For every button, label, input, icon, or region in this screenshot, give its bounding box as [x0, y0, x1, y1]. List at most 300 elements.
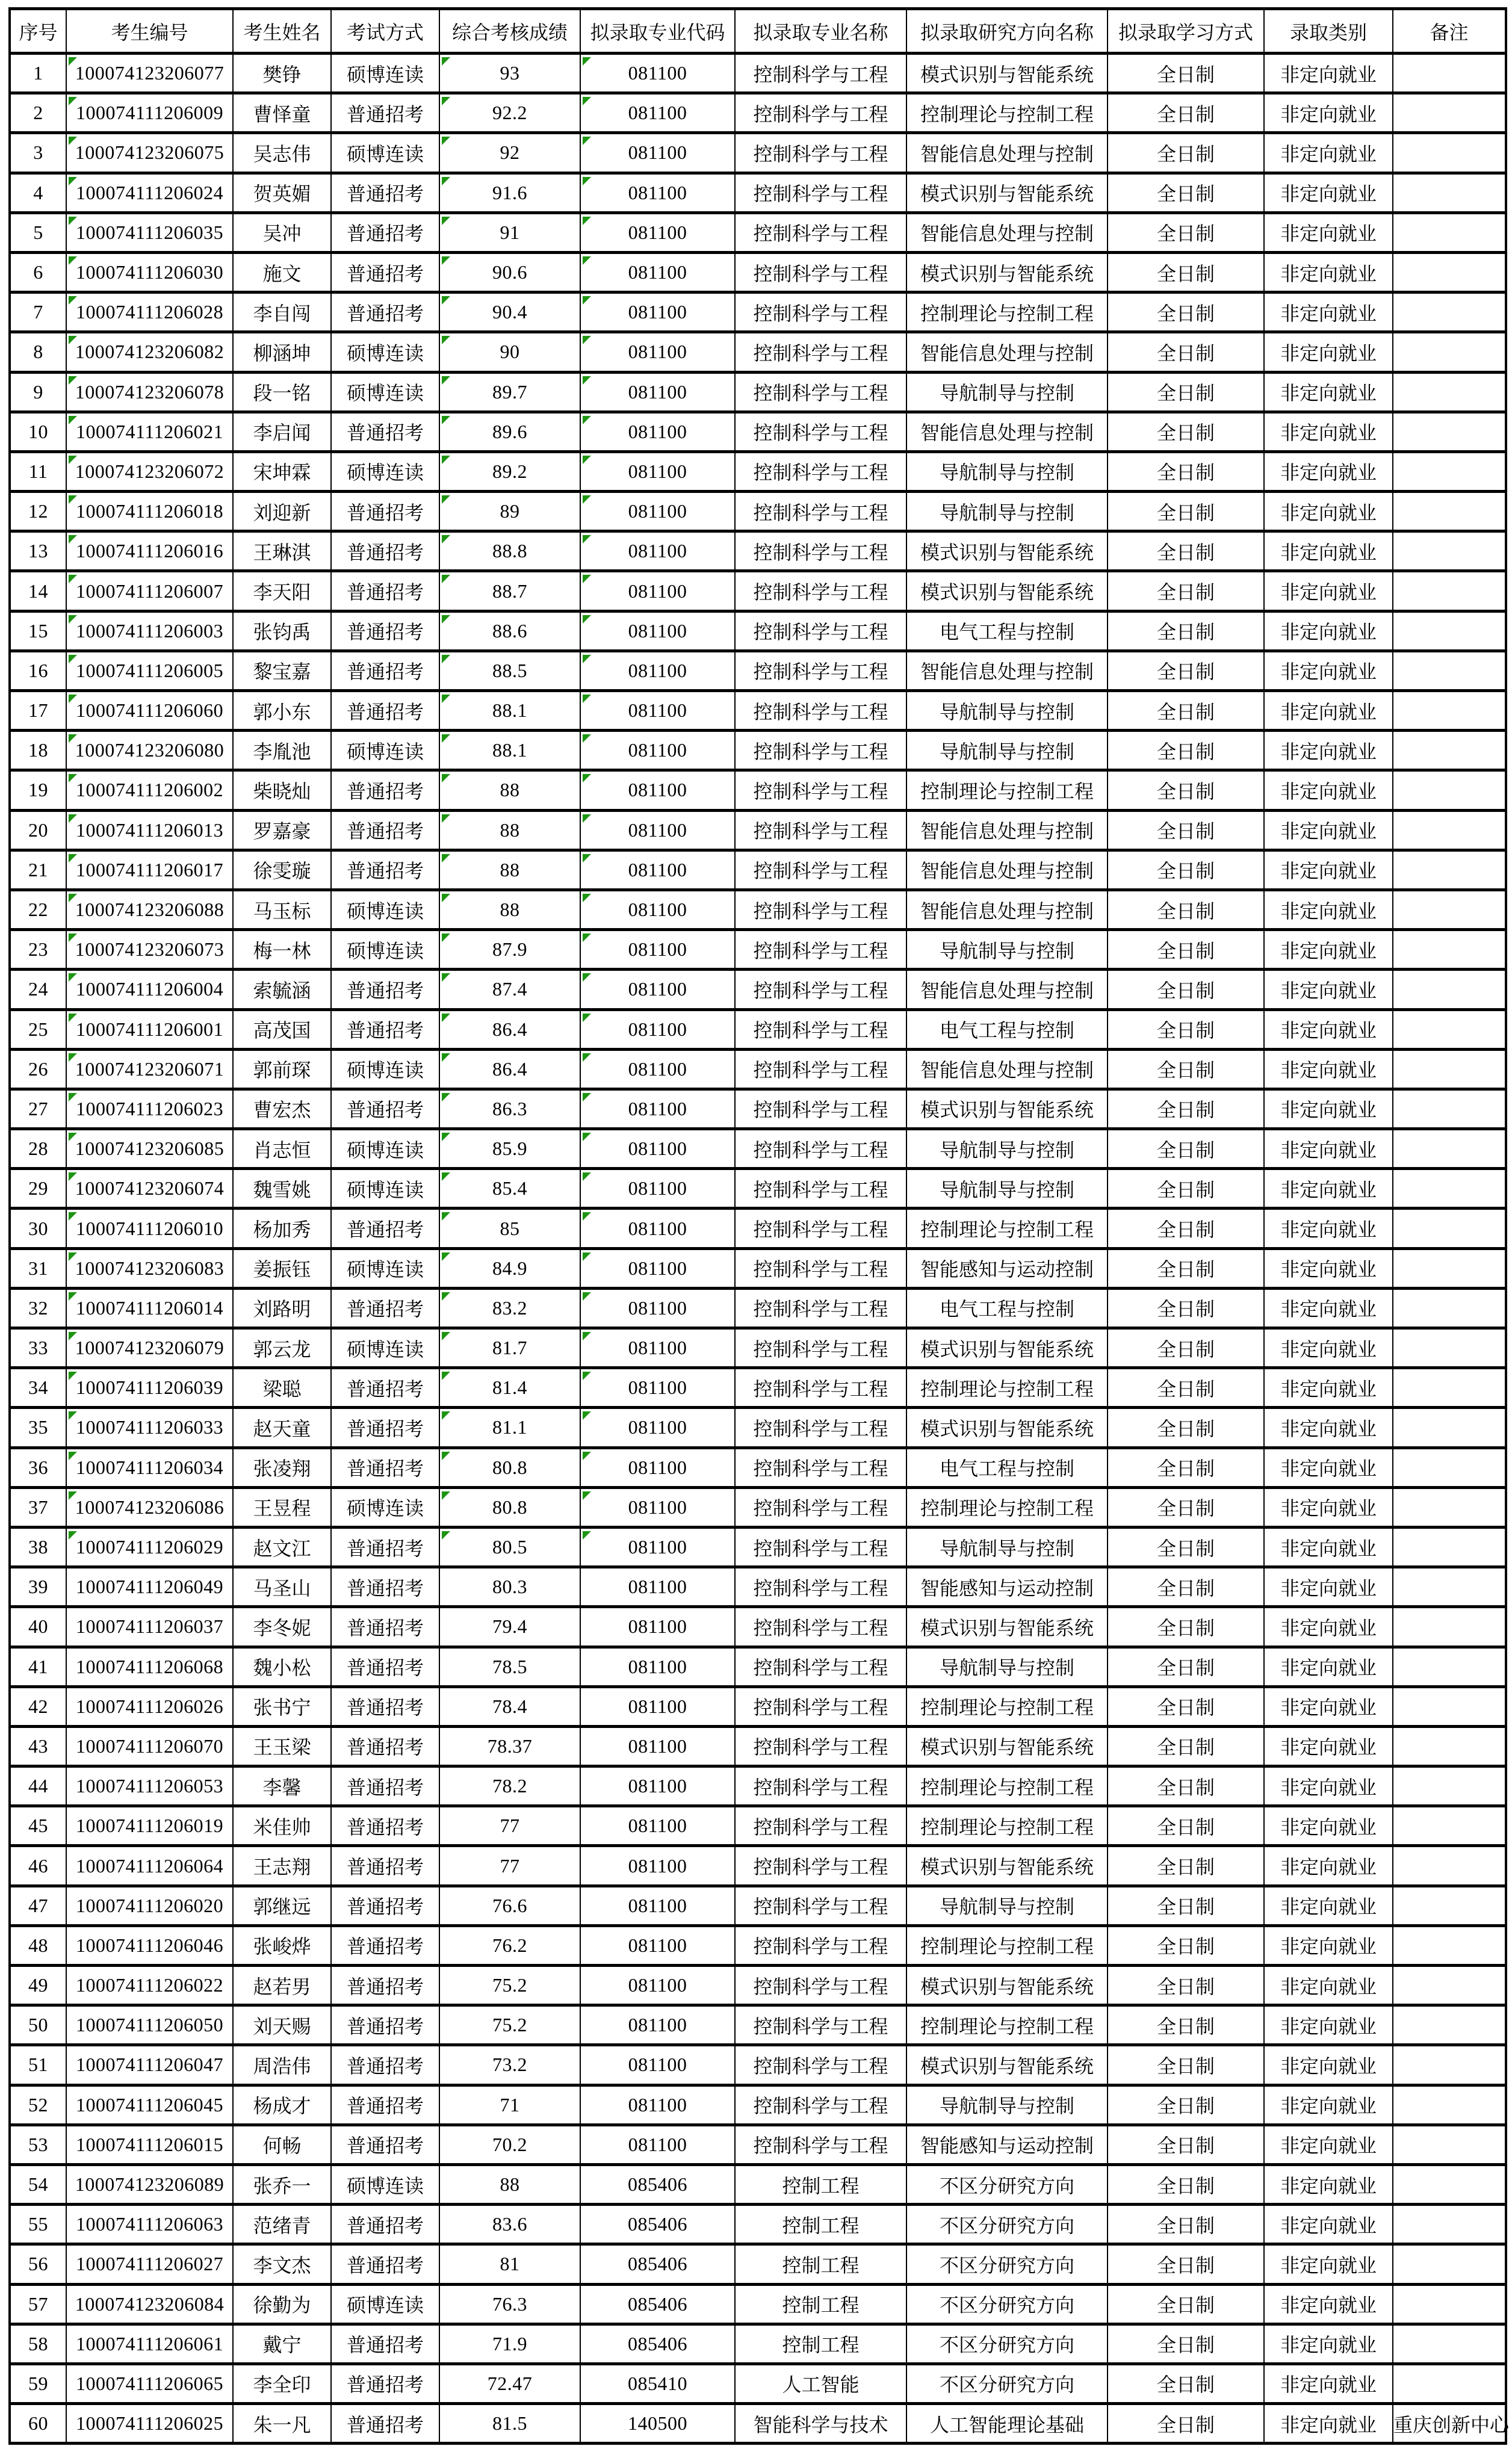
- cell-major_code: [580, 651, 735, 690]
- cell-text: 非定向就业: [1280, 1099, 1377, 1121]
- cell-text: 全日制: [1156, 1975, 1215, 1998]
- cell-no: [10, 930, 66, 970]
- cell-text: 肖志恒: [253, 1139, 311, 1161]
- cell-category: [1264, 1925, 1393, 1965]
- cell-text: 王志翔: [253, 1856, 311, 1878]
- stored-as-text-marker-icon: [442, 615, 450, 624]
- cell-category: [1264, 1806, 1393, 1846]
- cell-name: [233, 1686, 331, 1726]
- cell-direction: [906, 1607, 1108, 1647]
- cell-name: [233, 2324, 331, 2364]
- stored-as-text-marker-icon: [583, 1531, 591, 1540]
- cell-text: 硕博连读: [346, 1139, 424, 1161]
- cell-text: 4: [33, 181, 43, 203]
- cell-remark: [1393, 571, 1506, 611]
- cell-text: 085406: [628, 2173, 687, 2196]
- cell-no: [10, 1647, 66, 1686]
- cell-text: 081100: [628, 141, 687, 164]
- cell-remark: [1393, 1806, 1506, 1846]
- stored-as-text-marker-icon: [69, 336, 77, 344]
- table-row: [10, 1846, 1506, 1886]
- stored-as-text-marker-icon: [69, 177, 77, 185]
- cell-id: [66, 691, 233, 731]
- cell-name: [233, 2244, 331, 2284]
- cell-category: [1264, 2324, 1393, 2364]
- cell-method: [331, 930, 439, 970]
- cell-text: 曹怿童: [253, 103, 311, 125]
- cell-category: [1264, 1607, 1393, 1647]
- cell-text: 控制科学与工程: [753, 143, 888, 165]
- stored-as-text-marker-icon: [442, 336, 450, 344]
- cell-no: [10, 611, 66, 651]
- cell-major_code: [580, 1886, 735, 1925]
- cell-text: 控制理论与控制工程: [920, 2015, 1094, 2037]
- cell-text: 硕博连读: [346, 940, 424, 962]
- cell-remark: [1393, 1049, 1506, 1089]
- cell-text: 普通招考: [346, 1657, 424, 1679]
- table-row: [10, 492, 1506, 531]
- cell-text: 80.5: [492, 1536, 527, 1558]
- cell-major_name: [735, 2164, 906, 2204]
- cell-study_mode: [1108, 372, 1264, 412]
- cell-remark: [1393, 1925, 1506, 1965]
- cell-name: [233, 651, 331, 690]
- stored-as-text-marker-icon: [69, 934, 77, 942]
- cell-text: 085406: [628, 2293, 687, 2315]
- cell-direction: [906, 2404, 1108, 2444]
- cell-id: [66, 1966, 233, 2005]
- cell-text: 8: [33, 341, 43, 363]
- stored-as-text-marker-icon: [69, 97, 77, 105]
- cell-name: [233, 1925, 331, 1965]
- cell-remark: [1393, 890, 1506, 929]
- cell-method: [331, 133, 439, 173]
- cell-text: 32: [28, 1296, 48, 1319]
- cell-category: [1264, 850, 1393, 890]
- cell-study_mode: [1108, 1328, 1264, 1368]
- cell-text: 李文杰: [253, 2254, 311, 2276]
- cell-text: 控制理论与控制工程: [920, 1936, 1094, 1958]
- cell-major_code: [580, 2284, 735, 2324]
- cell-direction: [906, 890, 1108, 929]
- cell-text: 导航制导与控制: [939, 1537, 1074, 1559]
- cell-id: [66, 611, 233, 651]
- cell-name: [233, 890, 331, 929]
- cell-id: [66, 2045, 233, 2085]
- table-row: [10, 412, 1506, 451]
- cell-text: 081100: [628, 460, 687, 482]
- cell-id: [66, 1925, 233, 1965]
- cell-method: [331, 850, 439, 890]
- cell-text: 王昱程: [253, 1497, 311, 1520]
- cell-text: 赵文江: [253, 1537, 311, 1559]
- cell-text: 智能科学与技术: [753, 2413, 888, 2436]
- cell-text: 081100: [628, 899, 687, 921]
- cell-no: [10, 2284, 66, 2324]
- cell-score: [439, 1925, 580, 1965]
- cell-major_name: [735, 1567, 906, 1607]
- table-row: [10, 691, 1506, 731]
- cell-text: 普通招考: [346, 1298, 424, 1321]
- cell-study_mode: [1108, 1846, 1264, 1886]
- cell-text: 49: [28, 1974, 48, 1996]
- cell-text: 100074123206072: [75, 460, 225, 482]
- cell-text: 081100: [628, 1576, 687, 1598]
- cell-text: 智能信息处理与控制: [920, 143, 1094, 165]
- cell-text: 普通招考: [346, 701, 424, 723]
- cell-major_code: [580, 1846, 735, 1886]
- cell-category: [1264, 2404, 1393, 2444]
- cell-text: 081100: [628, 1934, 687, 1956]
- cell-text: 28: [28, 1138, 48, 1160]
- cell-id: [66, 133, 233, 173]
- cell-text: 索毓涵: [253, 979, 311, 1002]
- cell-text: 控制科学与工程: [753, 860, 888, 882]
- stored-as-text-marker-icon: [69, 495, 77, 504]
- cell-text: 非定向就业: [1280, 1259, 1377, 1281]
- cell-text: 全日制: [1156, 2254, 1215, 2276]
- cell-text: 刘迎新: [253, 501, 311, 524]
- cell-major_code: [580, 93, 735, 133]
- stored-as-text-marker-icon: [442, 1053, 450, 1062]
- cell-major_name: [735, 1248, 906, 1288]
- cell-text: 非定向就业: [1280, 1378, 1377, 1400]
- cell-direction: [906, 1925, 1108, 1965]
- cell-text: 081100: [628, 779, 687, 801]
- table-body: [10, 54, 1510, 2444]
- cell-text: 控制科学与工程: [753, 740, 888, 763]
- stored-as-text-marker-icon: [583, 336, 591, 344]
- cell-text: 081100: [628, 1456, 687, 1478]
- cell-text: 控制科学与工程: [753, 900, 888, 922]
- stored-as-text-marker-icon: [69, 256, 77, 265]
- cell-text: 非定向就业: [1280, 1776, 1377, 1798]
- cell-text: 刘路明: [253, 1298, 311, 1321]
- cell-text: 15: [28, 619, 48, 642]
- cell-id: [66, 1408, 233, 1447]
- stored-as-text-marker-icon: [69, 655, 77, 663]
- cell-text: 全日制: [1156, 940, 1215, 962]
- cell-category: [1264, 1089, 1393, 1129]
- cell-text: 41: [28, 1655, 48, 1677]
- cell-text: 100074111206027: [75, 2253, 224, 2275]
- cell-study_mode: [1108, 2005, 1264, 2045]
- cell-method: [331, 93, 439, 133]
- cell-text: 非定向就业: [1280, 1219, 1377, 1241]
- cell-major_name: [735, 252, 906, 292]
- header-row: [10, 9, 1506, 54]
- cell-text: 控制科学与工程: [753, 1816, 888, 1838]
- cell-text: 普通招考: [346, 621, 424, 643]
- cell-study_mode: [1108, 2284, 1264, 2324]
- cell-no: [10, 2205, 66, 2244]
- cell-text: 92.2: [492, 102, 527, 124]
- cell-text: 22: [28, 899, 48, 921]
- cell-text: 081100: [628, 1536, 687, 1558]
- cell-text: 控制工程: [782, 2254, 860, 2276]
- cell-category: [1264, 93, 1393, 133]
- cell-text: 导航制导与控制: [939, 1178, 1074, 1201]
- cell-text: 100074111206026: [75, 1695, 224, 1717]
- cell-text: 控制工程: [782, 2175, 860, 2197]
- cell-text: 42: [28, 1695, 48, 1717]
- cell-text: 樊铮: [262, 63, 302, 85]
- cell-text: 081100: [628, 699, 687, 722]
- cell-major_name: [735, 2284, 906, 2324]
- cell-method: [331, 1209, 439, 1248]
- cell-score: [439, 571, 580, 611]
- cell-text: 081100: [628, 62, 687, 84]
- cell-name: [233, 1607, 331, 1647]
- table-row: [10, 1209, 1506, 1248]
- cell-major_name: [735, 770, 906, 810]
- cell-id: [66, 2164, 233, 2204]
- cell-text: 39: [28, 1576, 48, 1598]
- cell-text: 45: [28, 1815, 48, 1837]
- cell-text: 电气工程与控制: [939, 1298, 1074, 1321]
- cell-text: 100074111206010: [75, 1217, 224, 1239]
- table-row: [10, 731, 1506, 770]
- cell-score: [439, 1846, 580, 1886]
- stored-as-text-marker-icon: [69, 973, 77, 982]
- cell-text: 140500: [628, 2412, 687, 2435]
- cell-name: [233, 770, 331, 810]
- cell-text: 全日制: [1156, 820, 1215, 843]
- cell-study_mode: [1108, 492, 1264, 531]
- cell-text: 100074123206073: [75, 938, 225, 961]
- cell-id: [66, 252, 233, 292]
- cell-method: [331, 2205, 439, 2244]
- cell-text: 全日制: [1156, 2015, 1215, 2037]
- table-row: [10, 1886, 1506, 1925]
- cell-text: 控制科学与工程: [753, 342, 888, 364]
- cell-major_code: [580, 293, 735, 332]
- cell-study_mode: [1108, 2324, 1264, 2364]
- cell-score: [439, 2244, 580, 2284]
- cell-direction: [906, 571, 1108, 611]
- cell-direction: [906, 2324, 1108, 2364]
- cell-direction: [906, 1049, 1108, 1089]
- stored-as-text-marker-icon: [69, 894, 77, 902]
- cell-study_mode: [1108, 293, 1264, 332]
- cell-score: [439, 2364, 580, 2403]
- cell-score: [439, 54, 580, 93]
- cell-category: [1264, 212, 1393, 252]
- cell-name: [233, 930, 331, 970]
- cell-category: [1264, 1766, 1393, 1806]
- cell-remark: [1393, 1089, 1506, 1129]
- stored-as-text-marker-icon: [583, 376, 591, 385]
- cell-text: 普通招考: [346, 1099, 424, 1121]
- stored-as-text-marker-icon: [442, 97, 450, 105]
- table-row: [10, 2404, 1506, 2444]
- cell-method: [331, 1846, 439, 1886]
- stored-as-text-marker-icon: [583, 1491, 591, 1500]
- cell-remark: [1393, 492, 1506, 531]
- cell-no: [10, 1607, 66, 1647]
- cell-text: 14: [28, 580, 48, 602]
- cell-study_mode: [1108, 1447, 1264, 1487]
- cell-text: 智能信息处理与控制: [920, 223, 1094, 245]
- cell-text: 非定向就业: [1280, 1139, 1377, 1161]
- cell-name: [233, 1766, 331, 1806]
- cell-direction: [906, 850, 1108, 890]
- cell-method: [331, 492, 439, 531]
- cell-text: 100074123206080: [75, 739, 225, 761]
- cell-study_mode: [1108, 1288, 1264, 1328]
- cell-text: 10: [28, 420, 48, 442]
- table-row: [10, 173, 1506, 212]
- cell-category: [1264, 1527, 1393, 1567]
- cell-text: 普通招考: [346, 1378, 424, 1400]
- cell-score: [439, 810, 580, 850]
- stored-as-text-marker-icon: [442, 1292, 450, 1301]
- cell-direction: [906, 252, 1108, 292]
- cell-text: 88: [500, 779, 520, 801]
- cell-remark: [1393, 2085, 1506, 2125]
- cell-text: 何畅: [262, 2135, 302, 2157]
- cell-study_mode: [1108, 2125, 1264, 2164]
- cell-text: 83.6: [492, 2213, 527, 2235]
- cell-category: [1264, 2364, 1393, 2403]
- cell-no: [10, 1726, 66, 1766]
- cell-remark: [1393, 93, 1506, 133]
- cell-remark: [1393, 2284, 1506, 2324]
- cell-text: 梅一林: [253, 940, 311, 962]
- cell-text: 控制理论与控制工程: [920, 1378, 1094, 1400]
- cell-no: [10, 970, 66, 1009]
- cell-id: [66, 571, 233, 611]
- cell-study_mode: [1108, 212, 1264, 252]
- cell-text: 控制科学与工程: [753, 2055, 888, 2077]
- cell-major_code: [580, 810, 735, 850]
- cell-study_mode: [1108, 691, 1264, 731]
- cell-text: 100074111206050: [75, 2014, 224, 2036]
- table-row: [10, 1288, 1506, 1328]
- cell-no: [10, 1886, 66, 1925]
- cell-study_mode: [1108, 1925, 1264, 1965]
- cell-text: 导航制导与控制: [939, 740, 1074, 763]
- cell-major_code: [580, 1328, 735, 1368]
- cell-text: 非定向就业: [1280, 2374, 1377, 2396]
- cell-major_code: [580, 1766, 735, 1806]
- cell-name: [233, 2125, 331, 2164]
- cell-major_name: [735, 1009, 906, 1049]
- cell-text: 100074111206021: [75, 420, 224, 442]
- cell-text: 控制科学与工程: [753, 1298, 888, 1321]
- cell-study_mode: [1108, 850, 1264, 890]
- cell-text: 非定向就业: [1280, 541, 1377, 563]
- cell-major_code: [580, 1726, 735, 1766]
- cell-text: 全日制: [1156, 302, 1215, 324]
- cell-text: 非定向就业: [1280, 2135, 1377, 2157]
- cell-method: [331, 1647, 439, 1686]
- cell-method: [331, 531, 439, 571]
- cell-major_name: [735, 810, 906, 850]
- table-row: [10, 252, 1506, 292]
- cell-no: [10, 1487, 66, 1527]
- cell-major_code: [580, 492, 735, 531]
- cell-text: 智能感知与运动控制: [920, 1577, 1094, 1599]
- cell-text: 081100: [628, 301, 687, 323]
- cell-direction: [906, 1806, 1108, 1846]
- cell-text: 控制科学与工程: [753, 1259, 888, 1281]
- cell-major_name: [735, 1806, 906, 1846]
- cell-text: 43: [28, 1735, 48, 1757]
- cell-name: [233, 1886, 331, 1925]
- cell-no: [10, 890, 66, 929]
- cell-remark: [1393, 1607, 1506, 1647]
- cell-text: 普通招考: [346, 581, 424, 604]
- stored-as-text-marker-icon: [69, 1212, 77, 1221]
- cell-text: 非定向就业: [1280, 661, 1377, 683]
- cell-text: 77: [500, 1815, 520, 1837]
- cell-score: [439, 1328, 580, 1368]
- cell-text: 100074111206002: [75, 779, 224, 801]
- cell-text: 100074111206065: [75, 2372, 224, 2394]
- cell-text: 全日制: [1156, 1697, 1215, 1719]
- cell-text: 100074123206088: [75, 899, 225, 921]
- cell-score: [439, 2045, 580, 2085]
- table-row: [10, 93, 1506, 133]
- cell-major_name: [735, 93, 906, 133]
- cell-no: [10, 133, 66, 173]
- cell-text: 全日制: [1156, 581, 1215, 604]
- cell-major_name: [735, 531, 906, 571]
- cell-text: 非定向就业: [1280, 501, 1377, 524]
- cell-text: 郭继远: [253, 1896, 311, 1918]
- cell-text: 控制科学与工程: [753, 2015, 888, 2037]
- cell-text: 081100: [628, 380, 687, 403]
- table-row: [10, 1966, 1506, 2005]
- cell-text: 非定向就业: [1280, 1896, 1377, 1918]
- cell-id: [66, 1089, 233, 1129]
- cell-text: 张乔一: [253, 2175, 311, 2197]
- cell-score: [439, 492, 580, 531]
- table-row: [10, 651, 1506, 690]
- cell-text: 57: [28, 2293, 48, 2315]
- cell-text: 46: [28, 1854, 48, 1877]
- cell-text: 非定向就业: [1280, 860, 1377, 882]
- cell-category: [1264, 1567, 1393, 1607]
- stored-as-text-marker-icon: [583, 97, 591, 105]
- cell-method: [331, 651, 439, 690]
- cell-score: [439, 332, 580, 372]
- cell-category: [1264, 1368, 1393, 1408]
- cell-text: 全日制: [1156, 1657, 1215, 1679]
- cell-text: 100074111206037: [75, 1615, 224, 1638]
- cell-text: 控制科学与工程: [753, 382, 888, 404]
- table-row: [10, 810, 1506, 850]
- stored-as-text-marker-icon: [583, 1252, 591, 1261]
- cell-text: 21: [28, 858, 48, 881]
- cell-text: 控制科学与工程: [753, 1975, 888, 1998]
- cell-text: 081100: [628, 1217, 687, 1239]
- cell-category: [1264, 970, 1393, 1009]
- cell-remark: [1393, 1487, 1506, 1527]
- cell-text: 模式识别与智能系统: [920, 581, 1094, 604]
- cell-text: 非定向就业: [1280, 621, 1377, 643]
- cell-name: [233, 1248, 331, 1288]
- table-row: [10, 2284, 1506, 2324]
- cell-text: 081100: [628, 938, 687, 961]
- cell-text: 非定向就业: [1280, 2095, 1377, 2117]
- cell-name: [233, 2364, 331, 2403]
- cell-major_code: [580, 611, 735, 651]
- stored-as-text-marker-icon: [583, 177, 591, 185]
- cell-method: [331, 1567, 439, 1607]
- cell-score: [439, 173, 580, 212]
